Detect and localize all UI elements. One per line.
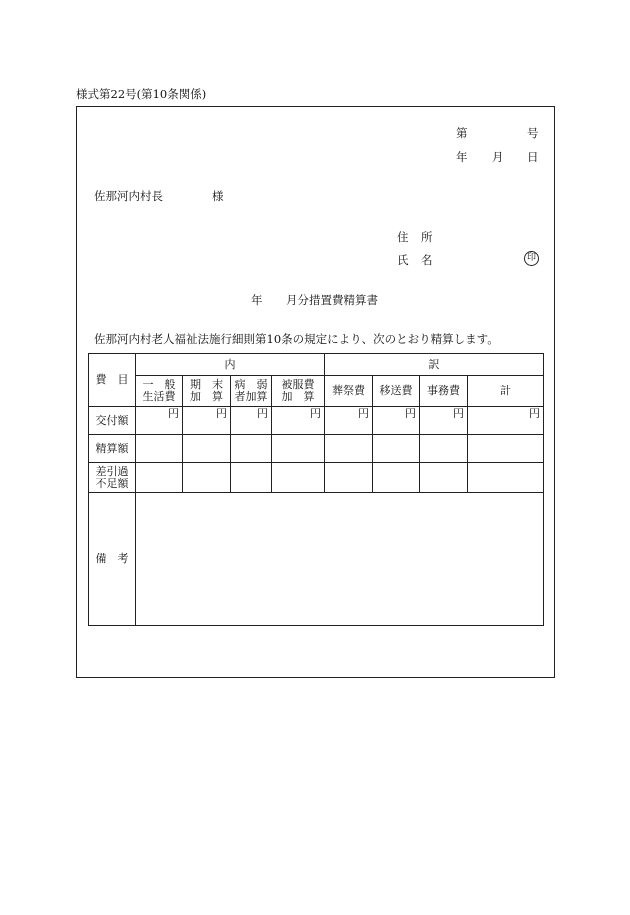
row-label: 交付額 xyxy=(89,407,136,435)
remarks-label: 備 考 xyxy=(89,493,136,626)
value-cell[interactable] xyxy=(373,435,420,463)
title-year: 年 xyxy=(251,293,263,307)
col-header xyxy=(231,376,272,407)
col-line2: 生活費 xyxy=(142,390,176,404)
col-header xyxy=(136,376,183,407)
row-label-line1: 差引過 xyxy=(95,464,129,478)
row-label-line2: 不足額 xyxy=(95,476,129,490)
addressee-honorific: 様 xyxy=(212,189,224,203)
yen-cell[interactable]: 円 xyxy=(468,407,544,435)
date-year: 年 xyxy=(456,150,468,164)
number-go: 号 xyxy=(527,126,539,140)
number-dai: 第 xyxy=(456,126,468,140)
col-header xyxy=(183,376,231,407)
name-label-2: 名 xyxy=(421,253,433,267)
value-cell[interactable] xyxy=(136,435,183,463)
remarks-field[interactable] xyxy=(136,493,544,626)
col-header xyxy=(272,376,325,407)
form-number: 様式第22号(第10条関係) xyxy=(76,87,207,101)
yen-cell[interactable]: 円 xyxy=(325,407,373,435)
value-cell[interactable] xyxy=(231,463,272,493)
address-label-2: 所 xyxy=(421,230,433,244)
table-row xyxy=(89,435,544,463)
value-cell[interactable] xyxy=(468,463,544,493)
yen-cell[interactable]: 円 xyxy=(420,407,468,435)
col-line1: 期 末 xyxy=(190,378,223,392)
body-text: 佐那河内村老人福祉法施行細則第10条の規定により、次のとおり精算します。 xyxy=(94,332,499,346)
value-cell[interactable] xyxy=(136,463,183,493)
yen-cell[interactable]: 円 xyxy=(136,407,183,435)
col-line1: 被服費 xyxy=(281,378,315,392)
col-line2: 者加算 xyxy=(234,390,268,404)
value-cell[interactable] xyxy=(183,463,231,493)
table-row xyxy=(89,463,544,493)
value-cell[interactable] xyxy=(325,435,373,463)
value-cell[interactable] xyxy=(272,463,325,493)
value-cell[interactable] xyxy=(420,435,468,463)
value-cell[interactable] xyxy=(373,463,420,493)
title-main: 月分措置費精算書 xyxy=(286,293,378,307)
yen-cell[interactable]: 円 xyxy=(183,407,231,435)
row-label xyxy=(89,463,136,493)
yen-cell[interactable]: 円 xyxy=(373,407,420,435)
col-line2: 加 算 xyxy=(281,390,315,404)
remarks-row xyxy=(89,493,544,626)
yen-cell[interactable]: 円 xyxy=(272,407,325,435)
value-cell[interactable] xyxy=(183,435,231,463)
value-cell[interactable] xyxy=(468,435,544,463)
value-cell[interactable] xyxy=(420,463,468,493)
date-day: 日 xyxy=(527,150,539,164)
addressee-name: 佐那河内村長 xyxy=(94,189,163,203)
col-line1: 一 般 xyxy=(142,378,176,392)
col-header: 移送費 xyxy=(373,376,420,407)
value-cell[interactable] xyxy=(272,435,325,463)
col-header: 事務費 xyxy=(420,376,468,407)
col-header: 葬祭費 xyxy=(325,376,373,407)
header-wake: 訳 xyxy=(325,354,544,376)
table-row xyxy=(89,407,544,435)
col-line2: 加 算 xyxy=(190,390,223,404)
cell-himoku: 費 目 xyxy=(89,354,136,407)
col-line1: 病 弱 xyxy=(234,378,268,392)
name-label-1: 氏 xyxy=(397,253,409,267)
value-cell[interactable] xyxy=(231,435,272,463)
row-label: 精算額 xyxy=(89,435,136,463)
seal-mark: 印 xyxy=(524,251,539,266)
address-label-1: 住 xyxy=(397,230,409,244)
settlement-table xyxy=(88,353,544,626)
date-month: 月 xyxy=(492,150,504,164)
value-cell[interactable] xyxy=(325,463,373,493)
header-uchi: 内 xyxy=(136,354,325,376)
yen-cell[interactable]: 円 xyxy=(231,407,272,435)
col-header: 計 xyxy=(468,376,544,407)
